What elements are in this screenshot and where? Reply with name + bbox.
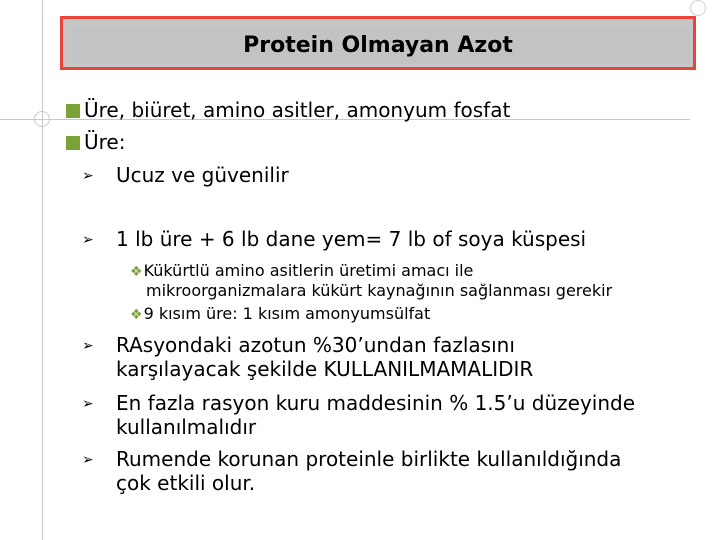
arrow-bullet-icon: ➢ [82, 232, 94, 248]
bullet-l1-item [66, 130, 125, 154]
bullet-l2-item [116, 333, 533, 381]
page-title: Protein Olmayan Azot [243, 33, 513, 58]
bullet-l2-item [82, 163, 289, 187]
bullet-l2-line: En fazla rasyon kuru maddesinin % 1.5’u düzeyinde [116, 391, 636, 415]
bullet-l3-item [130, 261, 473, 282]
diamond-bullet-icon: ❖ [130, 264, 143, 280]
bullet-l1-item [66, 98, 510, 122]
bullet-l2-line: RAsyondaki azotun %30’undan fazlasını [116, 333, 515, 357]
arrow-bullet-icon: ➢ [82, 396, 94, 412]
bullet-l1-text: Üre, biüret, amino asitler, amonyum fosfat [84, 98, 511, 122]
bullet-l3-item [130, 304, 430, 325]
square-bullet-icon [66, 136, 80, 150]
arrow-bullet-icon: ➢ [82, 452, 94, 468]
bullet-l2-line: kullanılmalıdır [116, 415, 257, 439]
diamond-bullet-icon: ❖ [130, 307, 143, 323]
arrow-bullet-icon: ➢ [82, 338, 94, 354]
bullet-l2-item [82, 227, 586, 251]
decorative-vertical-line [42, 0, 43, 540]
bullet-l2-text: 1 lb üre + 6 lb dane yem= 7 lb of soya küspesi [116, 227, 587, 251]
bullet-l2-line: karşılayacak şekilde KULLANILMAMALIDIR [116, 357, 534, 381]
bullet-l3-continuation: mikroorganizmalara kükürt kaynağının sağlanması gerekir [146, 281, 613, 300]
bullet-l2-line: çok etkili olur. [116, 471, 256, 495]
bullet-l2-item [116, 391, 635, 439]
bullet-l2-line: Rumende korunan proteinle birlikte kullanıldığında [116, 447, 622, 471]
bullet-l2-item [116, 447, 621, 495]
decorative-circle [34, 111, 50, 127]
square-bullet-icon [66, 104, 80, 118]
bullet-l3-text: Kükürtlü amino asitlerin üretimi amacı ile [143, 261, 474, 280]
title-box [60, 16, 696, 70]
bullet-l1-text: Üre: [84, 130, 126, 154]
decorative-dot [690, 0, 706, 16]
bullet-l3-text: 9 kısım üre: 1 kısım amonyumsülfat [143, 304, 431, 323]
bullet-l2-text: Ucuz ve güvenilir [116, 163, 289, 187]
arrow-bullet-icon: ➢ [82, 168, 94, 184]
